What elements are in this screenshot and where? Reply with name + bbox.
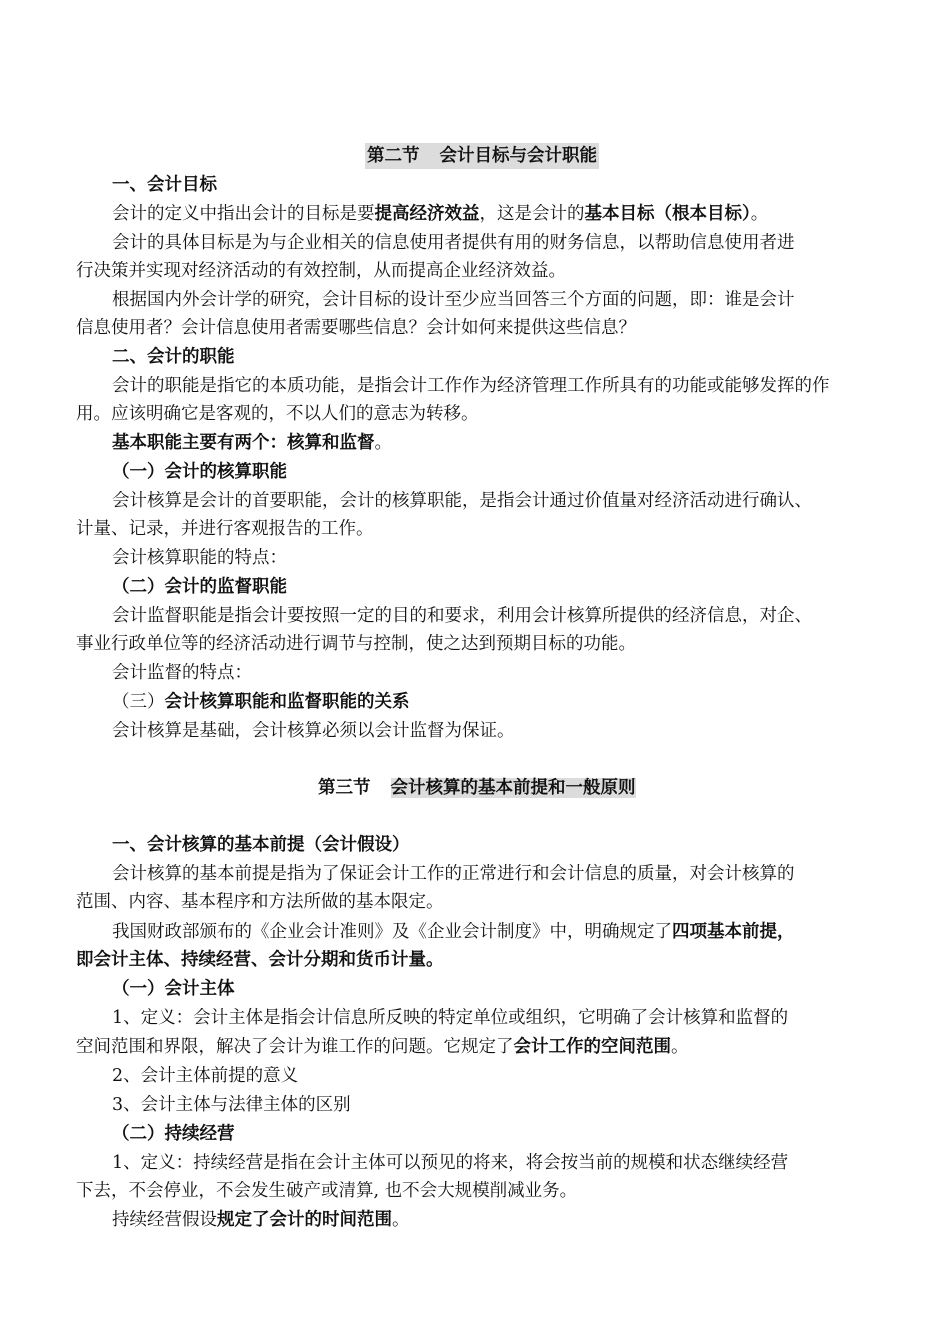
paragraph-going-concern-scope (112, 1207, 912, 1233)
heading-functions-relationship (112, 689, 912, 715)
heading-supervision-function: （二）会计的监督职能 (112, 577, 287, 597)
paragraph-line: 2、会计主体前提的意义 (112, 1066, 299, 1086)
text-run-bold: 基本目标（根本目标） (584, 204, 751, 224)
heading-basic-premises: 一、会计核算的基本前提（会计假设） (112, 835, 410, 855)
heading-accounting-function-1: （一）会计的核算职能 (112, 462, 287, 482)
heading-going-concern: （二）持续经营 (112, 1124, 235, 1144)
text-run: 我国财政部颁布的《企业会计准则》及《企业会计制度》中，明确规定了 (112, 922, 672, 942)
paragraph-line: 事业行政单位等的经济活动进行调节与控制，使之达到预期目标的功能。 (76, 634, 636, 654)
paragraph-basic-functions (112, 430, 912, 456)
paragraph-line: 会计核算的基本前提是指为了保证会计工作的正常进行和会计信息的质量，对会计核算的 (112, 864, 795, 884)
text-run: 空间范围和界限，解决了会计为谁工作的问题。它规定了 (76, 1037, 514, 1057)
text-run-bold: 会计工作的空间范围 (513, 1037, 671, 1057)
paragraph-line: 会计监督的特点： (112, 663, 252, 683)
heading-accounting-functions: 二、会计的职能 (112, 347, 235, 367)
text-run-bold: 基本职能主要有两个：核算和监督 (112, 433, 375, 453)
text-run: 。 (750, 204, 769, 224)
paragraph-line: 信息使用者？会计信息使用者需要哪些信息？会计如何来提供这些信息？ (76, 318, 636, 338)
paragraph-line: 用。应该明确它是客观的，不以人们的意志为转移。 (76, 404, 479, 424)
text-run-bold: 规定了会计的时间范围 (217, 1210, 392, 1230)
paragraph-entity-scope (76, 1034, 876, 1060)
paragraph-line: 3、会计主体与法律主体的区别 (112, 1095, 351, 1115)
section-2-name: 会计目标与会计职能 (439, 146, 597, 166)
text-run: 会计的定义中指出会计的目标是要 (112, 204, 375, 224)
paragraph-line: 计量、记录，并进行客观报告的工作。 (76, 519, 374, 539)
heading-accounting-entity: （一）会计主体 (112, 979, 235, 999)
paragraph-line: 会计核算职能的特点： (112, 548, 287, 568)
heading-accounting-goal: 一、会计目标 (112, 175, 217, 195)
section-3-number: 第三节 (318, 778, 371, 798)
text-run: ，这是会计的 (479, 204, 585, 224)
paragraph-line: 行决策并实现对经济活动的有效控制，从而提高企业经济效益。 (76, 261, 566, 281)
paragraph-line: 1、定义：会计主体是指会计信息所反映的特定单位或组织，它明确了会计核算和监督的 (112, 1008, 789, 1028)
paragraph-four-premises (112, 919, 912, 945)
text-run: 。 (374, 433, 392, 453)
text-run: （三） (112, 692, 165, 712)
text-run: 。 (671, 1037, 689, 1057)
paragraph-line: 根据国内外会计学的研究，会计目标的设计至少应当回答三个方面的问题，即：谁是会计 (112, 290, 795, 310)
paragraph-line: 会计监督职能是指会计要按照一定的目的和要求，利用会计核算所提供的经济信息，对企、 (112, 606, 812, 626)
text-run-bold: 提高经济效益 (374, 204, 480, 224)
paragraph-line: 会计的具体目标是为与企业相关的信息使用者提供有用的财务信息，以帮助信息使用者进 (112, 233, 795, 253)
section-2-title (365, 143, 599, 169)
paragraph-goal-definition (112, 201, 912, 227)
section-3-name: 会计核算的基本前提和一般原则 (390, 778, 636, 798)
text-run-bold: 会计核算职能和监督职能的关系 (164, 692, 410, 712)
section-3-title (316, 775, 638, 801)
paragraph-line: 1、定义：持续经营是指在会计主体可以预见的将来，将会按当前的规模和状态继续经营 (112, 1153, 789, 1173)
paragraph-line: 会计核算是会计的首要职能，会计的核算职能，是指会计通过价值量对经济活动进行确认、 (112, 491, 812, 511)
paragraph-line: 下去，不会停业，不会发生破产或清算, 也不会大规模削减业务。 (76, 1181, 578, 1201)
paragraph-line-bold: 即会计主体、持续经营、会计分期和货币计量。 (76, 950, 444, 970)
section-2-number: 第二节 (367, 146, 420, 166)
text-run-bold: 四项基本前提， (672, 922, 795, 942)
paragraph-line: 会计的职能是指它的本质功能，是指会计工作作为经济管理工作所具有的功能或能够发挥的作 (112, 376, 830, 396)
text-run: 。 (392, 1210, 410, 1230)
paragraph-line: 会计核算是基础，会计核算必须以会计监督为保证。 (112, 721, 515, 741)
paragraph-line: 范围、内容、基本程序和方法所做的基本限定。 (76, 892, 444, 912)
text-run: 持续经营假设 (112, 1210, 217, 1230)
